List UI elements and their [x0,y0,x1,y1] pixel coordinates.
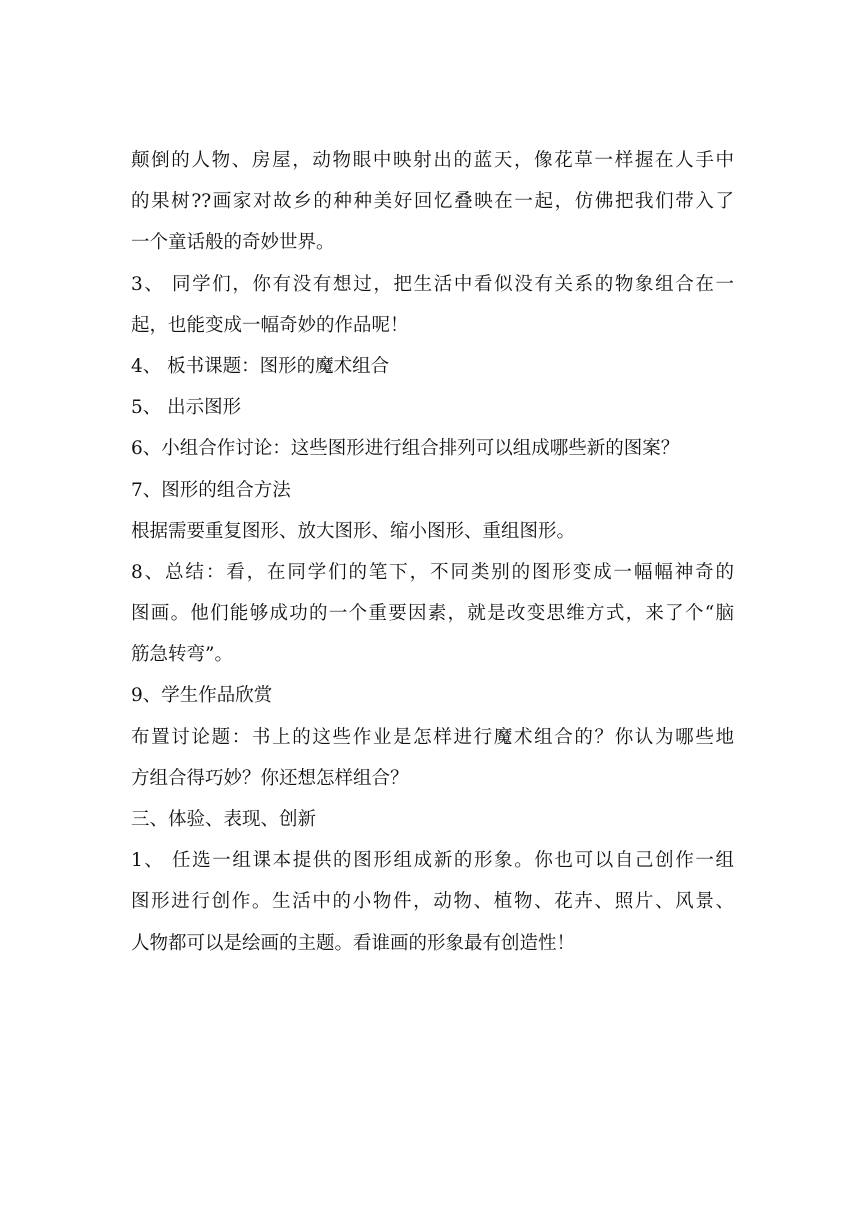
text-line: 人物都可以是绘画的主题。看谁画的形象最有创造性！ [131,932,576,954]
text-line: 的果树??画家对故乡的种种美好回忆叠映在一起，仿佛把我们带入了 [131,191,734,213]
text-line: 布置讨论题：书上的这些作业是怎样进行魔术组合的？你认为哪些地 [131,726,734,748]
text-line: 一个童话般的奇妙世界。 [131,232,335,254]
text-line: 7、图形的组合方法 [131,479,291,501]
text-line: 根据需要重复图形、放大图形、缩小图形、重组图形。 [131,520,576,542]
text-line: 9、学生作品欣赏 [131,685,273,707]
text-line: 颠倒的人物、房屋，动物眼中映射出的蓝天，像花草一样握在人手中 [131,150,734,171]
text-line: 方组合得巧妙？你还想怎样组合？ [131,767,409,789]
text-line: 起，也能变成一幅奇妙的作品呢！ [131,314,409,336]
text-line: 4、 板书课题：图形的魔术组合 [131,355,390,377]
text-line: 图画。他们能够成功的一个重要因素，就是改变思维方式，来了个“脑 [131,603,734,625]
text-line: 三、体验、表现、创新 [131,809,317,830]
text-line: 图形进行创作。生活中的小物件，动物、植物、花卉、照片、风景、 [131,891,734,913]
text-line: 3、 同学们，你有没有想过，把生活中看似没有关系的物象组合在一 [131,273,734,295]
document-body [131,147,734,971]
text-line: 6、小组合作讨论：这些图形进行组合排列可以组成哪些新的图案？ [131,438,680,460]
text-line: 筋急转弯”。 [131,644,233,666]
text-line: 8、总结：看，在同学们的笔下，不同类别的图形变成一幅幅神奇的 [131,561,734,583]
text-line: 1、 任选一组课本提供的图形组成新的形象。你也可以自己创作一组 [131,850,734,872]
text-line: 5、 出示图形 [131,397,242,419]
